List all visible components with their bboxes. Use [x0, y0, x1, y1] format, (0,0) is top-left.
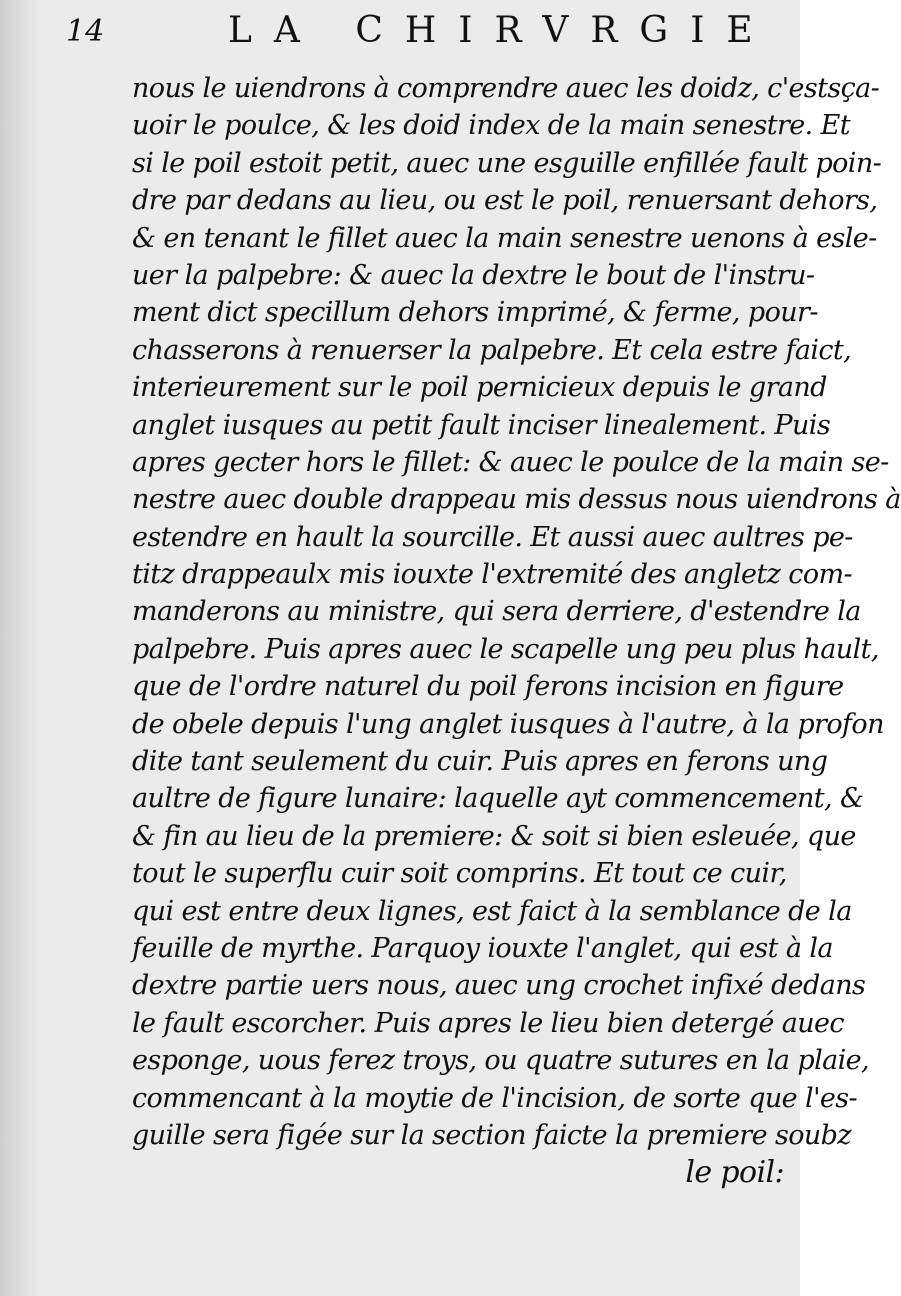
- text-line: apres gecter hors le fillet: & auec le poulce de la main se-: [132, 446, 889, 478]
- text-line: uoir le poulce, & les doid index de la main senestre. Et: [132, 110, 850, 142]
- text-line: commencant à la moytie de l'incision, de sorte que l'es-: [132, 1082, 858, 1114]
- text-line: ment dict specillum dehors imprimé, & ferme, pour-: [132, 297, 818, 329]
- text-line: que de l'ordre naturel du poil ferons incision en figure: [132, 671, 844, 703]
- text-line: qui est entre deux lignes, est faict à la semblance de la: [132, 895, 852, 927]
- text-line: manderons au ministre, qui sera derriere, d'estendre la: [132, 596, 861, 628]
- text-line: guille sera figée sur la section faicte la premiere soubz: [132, 1119, 851, 1151]
- text-line: esponge, uous ferez troys, ou quatre sutures en la plaie,: [132, 1045, 870, 1077]
- catchword: le poil:: [685, 1155, 784, 1191]
- text-line: dre par dedans au lieu, ou est le poil, renuersant dehors,: [132, 185, 878, 217]
- text-line: le fault escorcher. Puis apres le lieu bien detergé auec: [132, 1007, 844, 1039]
- text-line: feuille de myrthe. Parquoy iouxte l'anglet, qui est à la: [132, 932, 833, 964]
- page-number: 14: [66, 14, 105, 49]
- running-title: LA CHIRVRGIE: [228, 10, 775, 51]
- text-line: uer la palpebre: & auec la dextre le bout de l'instru-: [132, 259, 815, 291]
- text-line: aultre de figure lunaire: laquelle ayt commencement, &: [132, 783, 864, 815]
- text-line: de obele depuis l'ung anglet iusques à l'autre, à la profon: [132, 708, 884, 740]
- text-line: dextre partie uers nous, auec ung crochet infixé dedans: [132, 970, 866, 1002]
- text-line: palpebre. Puis apres auec le scapelle ung peu plus hault,: [132, 633, 879, 665]
- text-line: anglet iusques au petit fault inciser linealement. Puis: [132, 409, 831, 441]
- text-line: chasserons à renuerser la palpebre. Et cela estre faict,: [132, 334, 852, 366]
- running-head: [0, 4, 800, 60]
- text-line: tout le superflu cuir soit comprins. Et tout ce cuir,: [132, 858, 787, 890]
- text-line: si le poil estoit petit, auec une esguille enfillée fault poin-: [132, 147, 882, 179]
- text-line: estendre en hault la sourcille. Et aussi auec aultres pe-: [132, 521, 853, 553]
- text-line: nestre auec double drappeau mis dessus nous uiendrons à: [132, 484, 901, 516]
- text-line: titz drappeaulx mis iouxte l'extremité des angletz com-: [132, 559, 852, 591]
- text-line: interieurement sur le poil pernicieux depuis le grand: [132, 372, 827, 404]
- text-line: & fin au lieu de la premiere: & soit si bien esleuée, que: [132, 820, 856, 852]
- body-text: [132, 70, 901, 1192]
- text-line: nous le uiendrons à comprendre auec les doidz, c'estsça-: [132, 73, 880, 104]
- text-line: & en tenant le fillet auec la main senestre uenons à esle-: [132, 222, 877, 254]
- text-line: dite tant seulement du cuir. Puis apres en ferons ung: [132, 746, 828, 778]
- gutter-shadow: [0, 0, 40, 1296]
